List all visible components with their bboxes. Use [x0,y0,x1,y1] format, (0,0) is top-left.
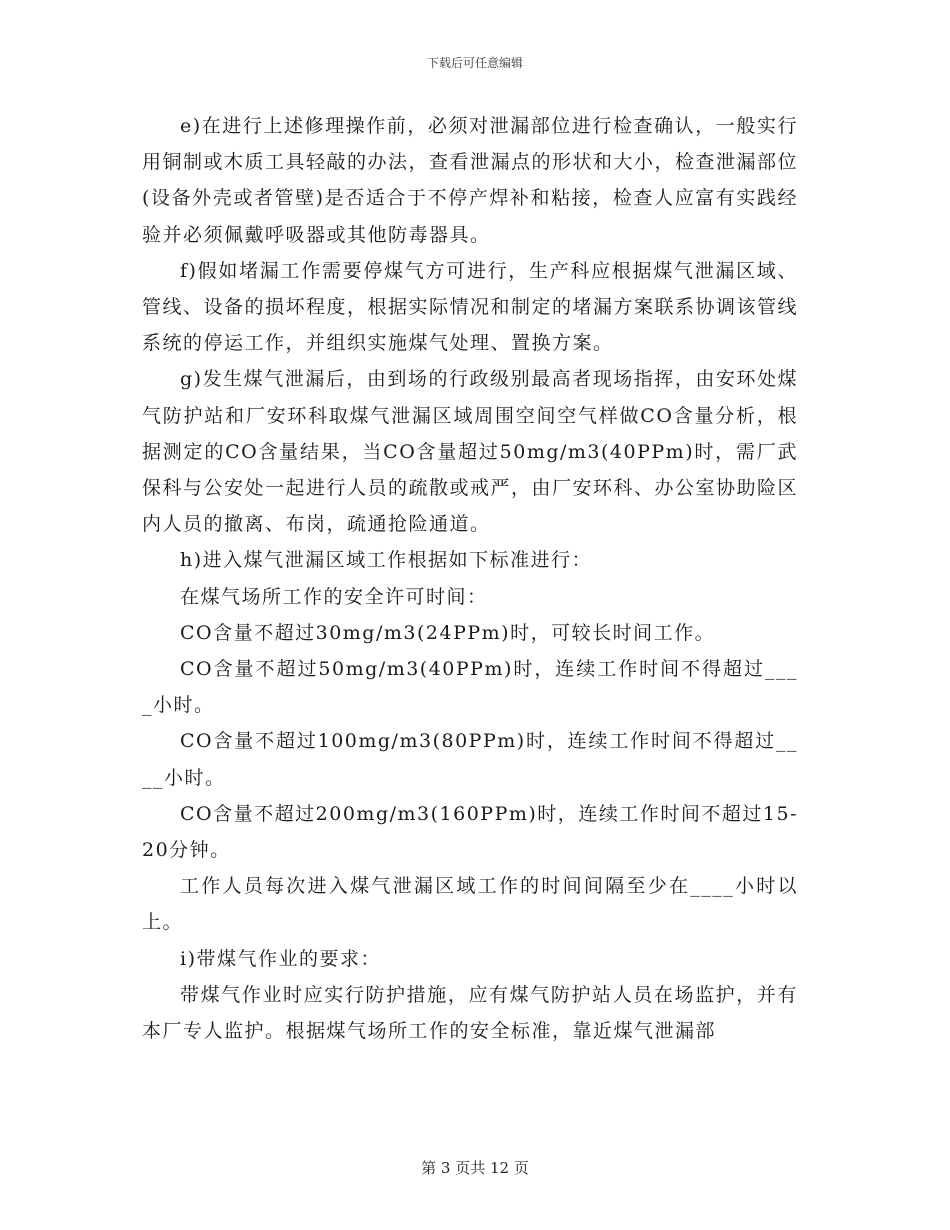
paragraph-safe-time-title: 在煤气场所工作的安全许可时间： [180,585,488,608]
paragraph-h: h)进入煤气泄漏区域工作根据如下标准进行： [180,549,593,572]
paragraph-i: i)带煤气作业的要求： [180,947,381,970]
paragraph-f: f)假如堵漏工作需要停煤气方可进行，生产科应根据煤气泄漏区域、管线、设备的损坏程度，根据实际情况和制定的堵漏方案联系协调该管线系统的停运工作，并组织实施煤气处理、置换方案。 [142,259,799,355]
paragraph-co-100: CO含量不超过100mg/m3(80PPm)时，连续工作时间不得超过____小时。 [142,730,798,789]
paragraph-g: g)发生煤气泄漏后，由到场的行政级别最高者现场指挥，由安环处煤气防护站和厂安环科取煤气泄漏区域周围空间空气样做CO含量分析，根据测定的CO含量结果，当CO含量超过50mg/m3(40PPm)时，需厂武保科与公安处一起进行人员的疏散或戒严，由厂安环科、办公室协助险区内人员的撤离、布岗，疏通抢险通道。 [142,368,799,536]
paragraph-co-30: CO含量不超过30mg/m3(24PPm)时，可较长时间工作。 [180,621,716,644]
paragraph-interval: 工作人员每次进入煤气泄漏区域工作的时间间隔至少在____小时以上。 [142,875,798,934]
paragraph-co-200: CO含量不超过200mg/m3(160PPm)时，连续工作时间不超过15-20分钟。 [142,802,798,862]
paragraph-co-50: CO含量不超过50mg/m3(40PPm)时，连续工作时间不得超过____小时。 [142,658,798,717]
page-header: 下载后可任意编辑 [426,56,523,70]
document-body [142,108,798,1049]
page-footer: 第 3 页共 12 页 [421,1159,529,1177]
paragraph-e: e)在进行上述修理操作前，必须对泄漏部位进行检查确认，一般实行用铜制或木质工具轻敲的办法，查看泄漏点的形状和大小，检查泄漏部位(设备外壳或者管壁)是否适合于不停产焊补和粘接，检查人应富有实践经验并必须佩戴呼吸器或其他防毒器具。 [142,115,799,246]
paragraph-gas-work: 带煤气作业时应实行防护措施，应有煤气防护站人员在场监护，并有本厂专人监护。根据煤气场所工作的安全标准，靠近煤气泄漏部 [142,983,798,1043]
